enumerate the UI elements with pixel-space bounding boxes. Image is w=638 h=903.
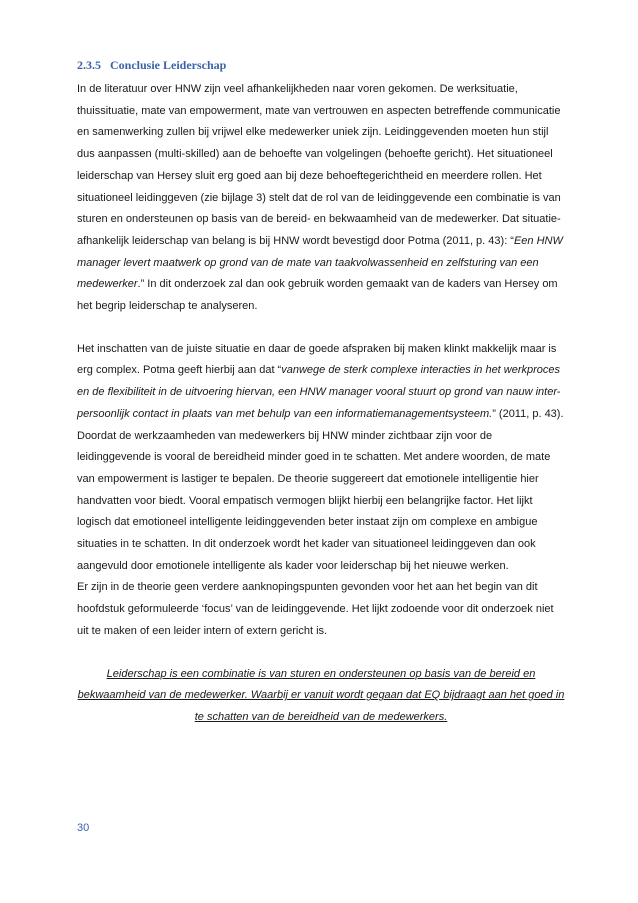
section-heading bbox=[77, 58, 565, 73]
paragraph-2-text-a: Het inschatten van de juiste situatie en daar de goede afspraken bij maken klinkt makkelijk maar is erg complex. Potma geeft hierbij aan dat “ bbox=[77, 342, 557, 377]
paragraph-1-quote: Een HNW manager levert maatwerk op grond van de mate van taakvolwassenheid en zelfsturing van een medewerker bbox=[77, 234, 563, 291]
paragraph-1-text-a: In de literatuur over HNW zijn veel afhankelijkheden naar voren gekomen. De werksituatie, thuissituatie, mate van empowerment, mate van vertrouwen en aspecten betreffende communicatie en samenwerking zullen bij vrijwel elke medewerker uniek zijn. Leidinggevenden moeten hun stijl dus aanpassen (multi-skilled) aan de behoefte van volgelingen (behoefte gericht). Het situationeel leiderschap van Hersey sluit erg goed aan bij deze behoeftegerichtheid en meerdere rollen. Het situationeel leidinggeven (zie bijlage 3) stelt dat de rol van de leidinggevende een combinatie is van sturen en ondersteunen op basis van de bereid- en bekwaamheid van de medewerker. Dat situatie-afhankelijk leiderschap van belang is bij HNW wordt bevestigd door Potma (2011, p. 43): “ bbox=[77, 83, 561, 247]
section-number: 2.3.5 bbox=[77, 58, 101, 72]
paragraph-2-quote: vanwege de sterk complexe interacties in het werkproces en de flexibiliteit in de uitvoering hiervan, een HNW manager vooral stuurt op grond van nauw inter-persoonlijk contact in plaats van met behulp van een informatiemanagementsysteem. bbox=[77, 364, 561, 420]
paragraph-2-text-b: ” (2011, p. 43). Doordat de werkzaamheden van medewerkers bij HNW minder zichtbaar zijn voor de leidinggevende is vooral de bereidheid minder goed in te schatten. Met andere woorden, de mate van empowerment is lastiger te bepalen. De theorie suggereert dat emotionele intelligentie hier handvatten voor biedt. Vooral empatisch vermogen blijkt hierbij een belangrijke factor. Het lijkt logisch dat emotioneel intelligente leidinggevenden beter instaat zijn om complexe en ambigue situaties in te schatten. In dit onderzoek wordt het kader van situationeel leidinggeven dan ook aangevuld door emotionele intelligente als kader voor leiderschap bij het nieuwe werken. bbox=[77, 407, 564, 572]
page-content bbox=[77, 58, 565, 729]
paragraph-1-text-b: .” In dit onderzoek zal dan ook gebruik worden gemaakt van de kaders van Hersey om het begrip leiderschap te analyseren. bbox=[77, 278, 558, 313]
paragraph-2-text-c: Er zijn in de theorie geen verdere aanknopingspunten gevonden voor het aan het begin van dit hoofdstuk geformuleerde ‘focus’ van de leidinggevende. Het lijkt zodoende voor dit onderzoek niet uit te maken of een leider intern of extern gericht is. bbox=[77, 581, 554, 637]
page-number: 30 bbox=[77, 822, 90, 834]
paragraph-2 bbox=[77, 339, 565, 643]
conclusion-statement: Leiderschap is een combinatie is van sturen en ondersteunen op basis van de bereid en bekwaamheid van de medewerker. Waarbij er vanuit wordt gegaan dat EQ bijdraagt aan het goed in te schatten van de bereidheid van de medewerkers. bbox=[77, 667, 565, 723]
paragraph-1 bbox=[77, 79, 565, 318]
section-title: Conclusie Leiderschap bbox=[110, 58, 227, 72]
